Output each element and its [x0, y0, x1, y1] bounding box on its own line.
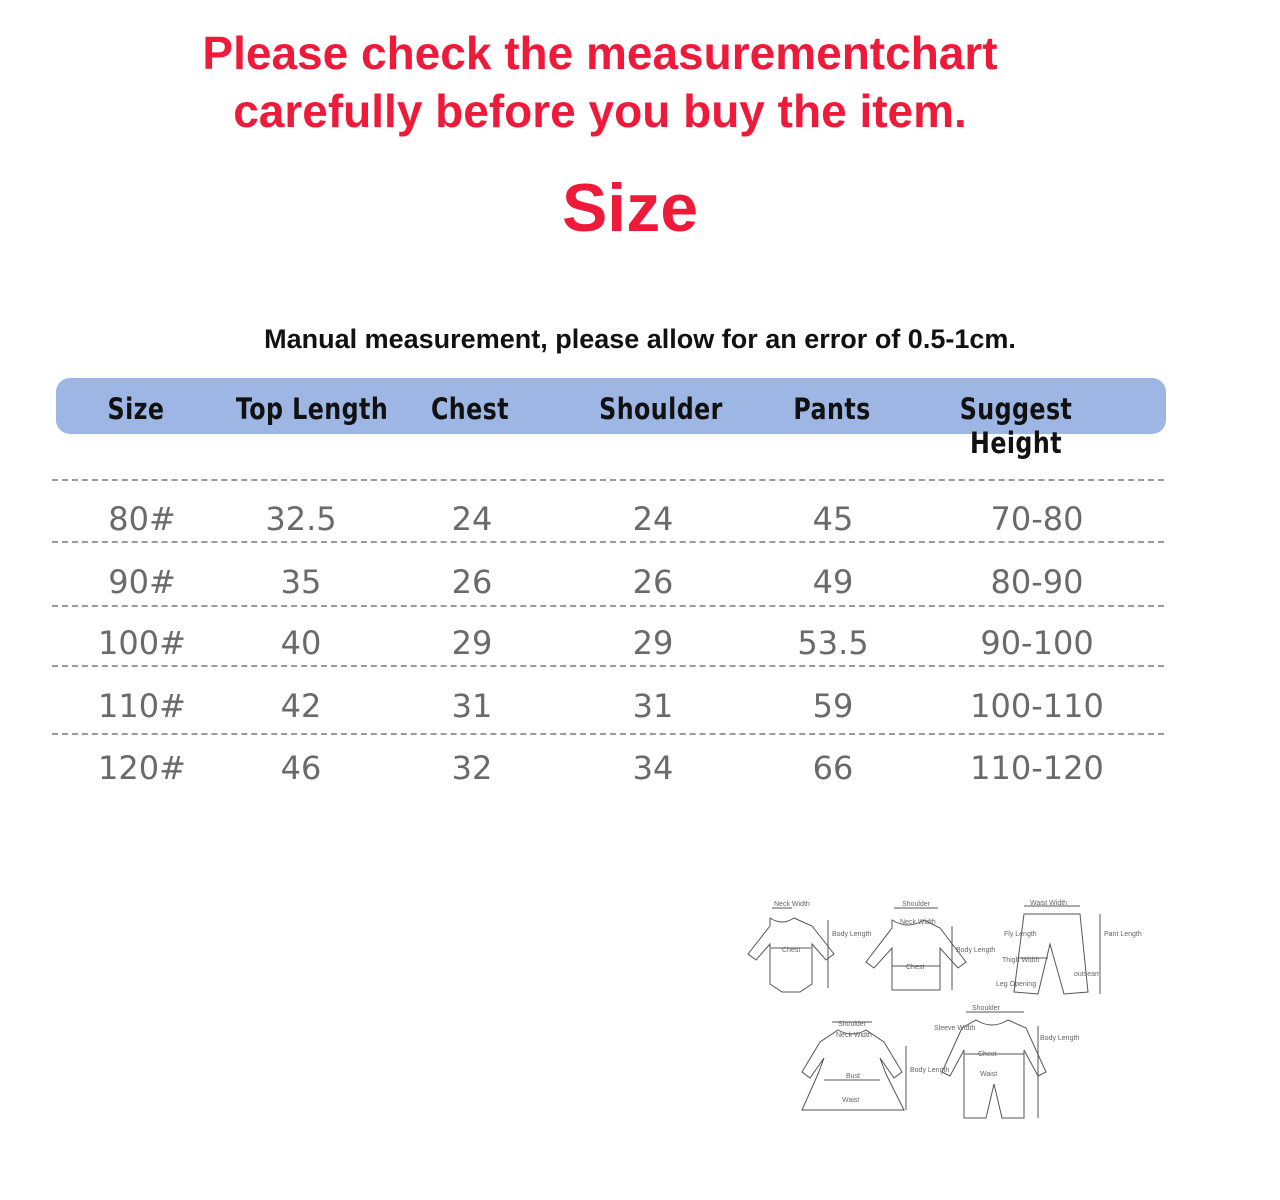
cell-suggest-height: 70-80 — [990, 500, 1084, 538]
cell-size: 100# — [98, 624, 186, 662]
size-title: Size — [561, 170, 699, 246]
col-header-chest: Chest — [430, 392, 510, 426]
cell-top-length: 42 — [280, 687, 322, 725]
cell-chest: 32 — [451, 749, 493, 787]
label-shoulder: Shoulder — [902, 901, 931, 908]
label-chest-2: Chest — [906, 964, 925, 971]
label-chest: Chest — [782, 947, 801, 954]
cell-chest: 29 — [451, 624, 493, 662]
cell-top-length: 46 — [280, 749, 322, 787]
label-bust: Bust — [846, 1073, 861, 1080]
col-header-size: Size — [107, 392, 165, 426]
label-sleeve-width: Sleeve Width — [934, 1025, 976, 1032]
cell-chest: 31 — [451, 687, 493, 725]
col-header-pants: Pants — [793, 392, 871, 426]
measurement-note: Manual measurement, please allow for an error of 0.5-1cm. — [264, 324, 1016, 354]
cell-pants: 45 — [812, 500, 854, 538]
label-chest-3: Chest — [978, 1051, 997, 1058]
cell-shoulder: 26 — [632, 563, 674, 601]
label-body-length: Body Length — [832, 931, 872, 938]
label-outseam: outseam — [1074, 971, 1101, 978]
cell-suggest-height: 100-110 — [970, 687, 1104, 725]
cell-top-length: 40 — [280, 624, 322, 662]
cell-pants: 66 — [812, 749, 854, 787]
label-body-length-3: Body Length — [910, 1067, 950, 1074]
label-fly-length: Fly Length — [1004, 931, 1037, 938]
measurement-guide-diagram — [742, 896, 1142, 1126]
table-row — [0, 500, 1200, 560]
cell-size: 120# — [98, 749, 186, 787]
cell-suggest-height: 90-100 — [980, 624, 1094, 662]
cell-pants: 53.5 — [797, 624, 869, 662]
cell-chest: 26 — [451, 563, 493, 601]
label-body-length-2: Body Length — [956, 947, 996, 954]
cell-pants: 49 — [812, 563, 854, 601]
label-leg-opening: Leg Opening — [996, 981, 1037, 988]
table-row — [0, 624, 1200, 684]
table-row — [0, 687, 1200, 747]
label-pant-length: Pant Length — [1104, 931, 1142, 938]
cell-shoulder: 31 — [632, 687, 674, 725]
cell-shoulder: 34 — [632, 749, 674, 787]
label-thigh-width: Thigh Width — [1002, 957, 1040, 964]
table-row — [0, 563, 1200, 623]
col-header-suggest-height: Suggest Height — [959, 392, 1073, 460]
row-divider — [52, 479, 1164, 481]
cell-size: 90# — [108, 563, 176, 601]
label-neck-width: Neck Width — [774, 901, 810, 908]
cell-top-length: 32.5 — [265, 500, 337, 538]
label-body-length-4: Body Length — [1040, 1035, 1080, 1042]
label-shoulder-2: Shoulder — [838, 1021, 867, 1028]
cell-size: 110# — [98, 687, 186, 725]
cell-suggest-height: 110-120 — [970, 749, 1104, 787]
cell-pants: 59 — [812, 687, 854, 725]
cell-chest: 24 — [451, 500, 493, 538]
label-shoulder-3: Shoulder — [972, 1005, 1001, 1012]
cell-shoulder: 29 — [632, 624, 674, 662]
cell-size: 80# — [108, 500, 176, 538]
label-waist: Waist — [842, 1097, 860, 1104]
label-waist-2: Waist — [980, 1071, 998, 1078]
col-header-shoulder: Shoulder — [599, 392, 723, 426]
label-neck-width-2: Neck Width — [900, 919, 936, 926]
cell-top-length: 35 — [280, 563, 322, 601]
col-header-top-length: Top Length — [235, 392, 389, 426]
cell-shoulder: 24 — [632, 500, 674, 538]
table-row — [0, 749, 1200, 809]
label-neck-width-3: Neck Width — [836, 1032, 872, 1039]
cell-suggest-height: 80-90 — [990, 563, 1084, 601]
headline-line-1: Please check the measurementchart — [202, 27, 998, 79]
label-waist-width: Waist Width — [1030, 900, 1068, 907]
headline-line-2: carefully before you buy the item. — [233, 85, 967, 137]
